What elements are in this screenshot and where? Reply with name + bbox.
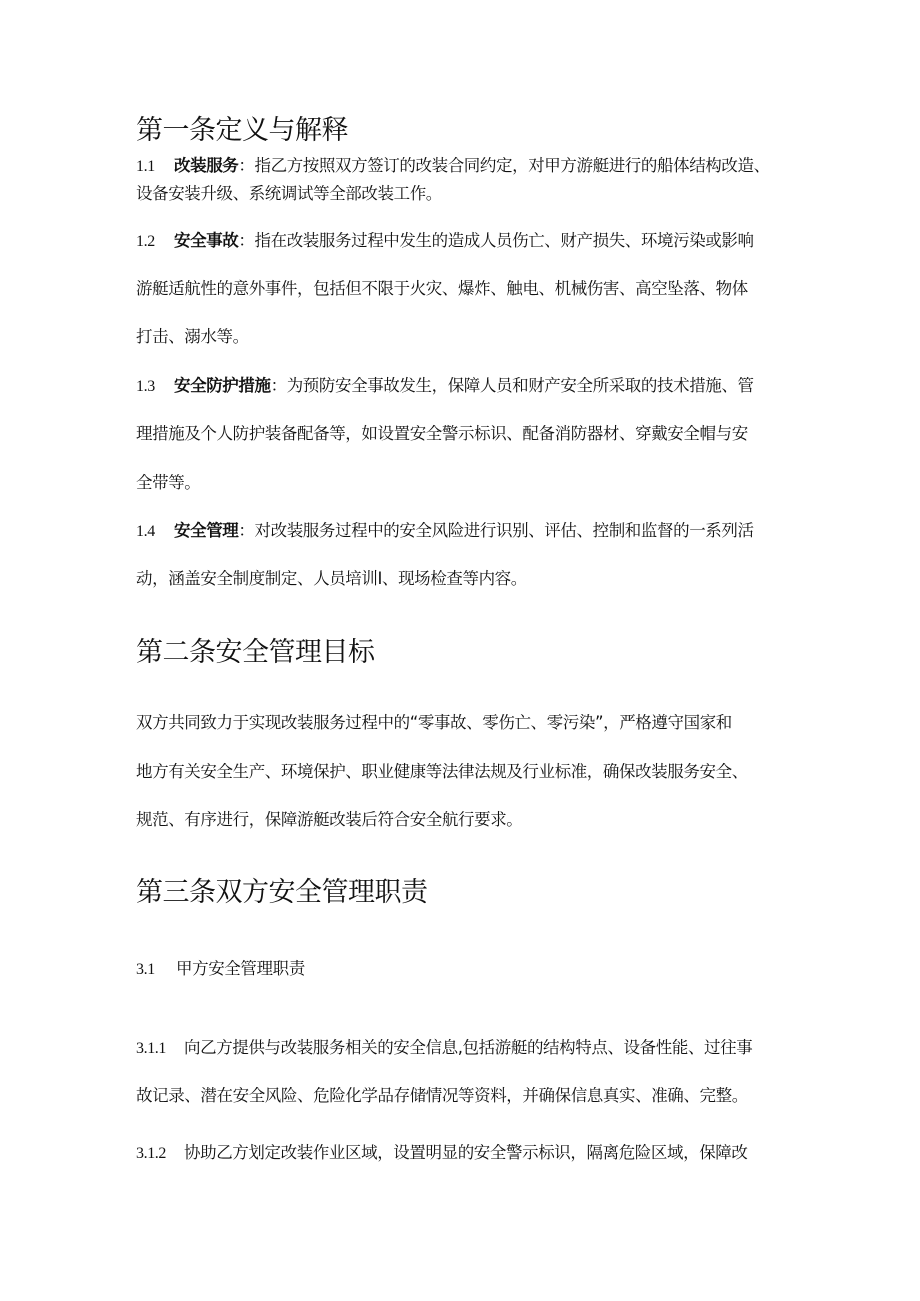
section-2-line-1: 双方共同致力于实现改装服务过程中的“零事故、零伤亡、零污染”，严格遵守国家和 [136, 713, 732, 732]
item-3-1-2-line-1 [136, 1141, 748, 1166]
item-3-1-1-text: 向乙方提供与改装服务相关的安全信息,包括游艇的结构特点、设备性能、过往事 [184, 1038, 753, 1057]
item-1-3-text: ：为预防安全事故发生，保障人员和财产安全所采取的技术措施、管 [270, 376, 754, 395]
item-1-2-text: ：指在改装服务过程中发生的造成人员伤亡、财产损失、环境污染或影响 [238, 231, 754, 250]
subsection-3-1-heading [136, 957, 305, 982]
item-1-4-number: 1.4 [136, 523, 155, 540]
item-1-4-term: 安全管理 [174, 521, 239, 540]
item-1-1-number: 1.1 [136, 158, 155, 175]
item-3-1-1-line-2: 故记录、潜在安全风险、危险化学品存储情况等资料，并确保信息真实、准确、完整。 [136, 1086, 748, 1105]
item-1-2-line-1 [136, 229, 754, 254]
item-1-2-line-2: 游艇适航性的意外事件，包括但不限于火灾、爆炸、触电、机械伤害、高空坠落、物体 [136, 279, 748, 298]
section-1-heading: 第一条定义与解释 [136, 115, 348, 146]
section-3-heading: 第三条双方安全管理职责 [136, 877, 428, 908]
item-1-1-line-2: 设备安装升级、系统调试等全部改装工作。 [136, 184, 442, 203]
item-1-2-term: 安全事故 [174, 231, 239, 250]
item-1-1-text: ：指乙方按照双方签订的改装合同约定，对甲方游艇进行的船体结构改造、 [238, 156, 770, 175]
item-3-1-2-number: 3.1.2 [136, 1145, 167, 1162]
item-1-2-number: 1.2 [136, 233, 155, 250]
item-1-3-line-1 [136, 374, 754, 399]
section-2-heading: 第二条安全管理目标 [136, 637, 375, 668]
item-1-4-line-2: 动，涵盖安全制度制定、人员培训I、现场检查等内容。 [136, 569, 527, 588]
item-1-4-line-1 [136, 519, 754, 544]
item-1-3-number: 1.3 [136, 378, 155, 395]
item-1-3-term: 安全防护措施 [174, 376, 271, 395]
subsection-3-1-number: 3.1 [136, 961, 155, 978]
item-3-1-1-line-1 [136, 1036, 752, 1061]
section-2-line-2: 地方有关安全生产、环境保护、职业健康等法律法规及行业标准，确保改装服务安全、 [136, 762, 748, 781]
section-2-line-3: 规范、有序进行，保障游艇改装后符合安全航行要求。 [136, 810, 523, 829]
item-1-1-term: 改装服务 [174, 156, 239, 175]
subsection-3-1-title: 甲方安全管理职责 [176, 959, 305, 978]
item-1-4-text: ：对改装服务过程中的安全风险进行识别、评估、控制和监督的一系列活 [238, 521, 754, 540]
item-1-3-line-3: 全带等。 [136, 473, 201, 492]
item-1-3-line-2: 理措施及个人防护装备配备等，如设置安全警示标识、配备消防器材、穿戴安全帽与安 [136, 424, 748, 443]
item-1-2-line-3: 打击、溺水等。 [136, 327, 249, 346]
item-3-1-2-text: 协助乙方划定改装作业区域，设置明显的安全警示标识，隔离危险区域，保障改 [184, 1143, 748, 1162]
item-3-1-1-number: 3.1.1 [136, 1040, 167, 1057]
item-1-1-line-1 [136, 154, 770, 179]
